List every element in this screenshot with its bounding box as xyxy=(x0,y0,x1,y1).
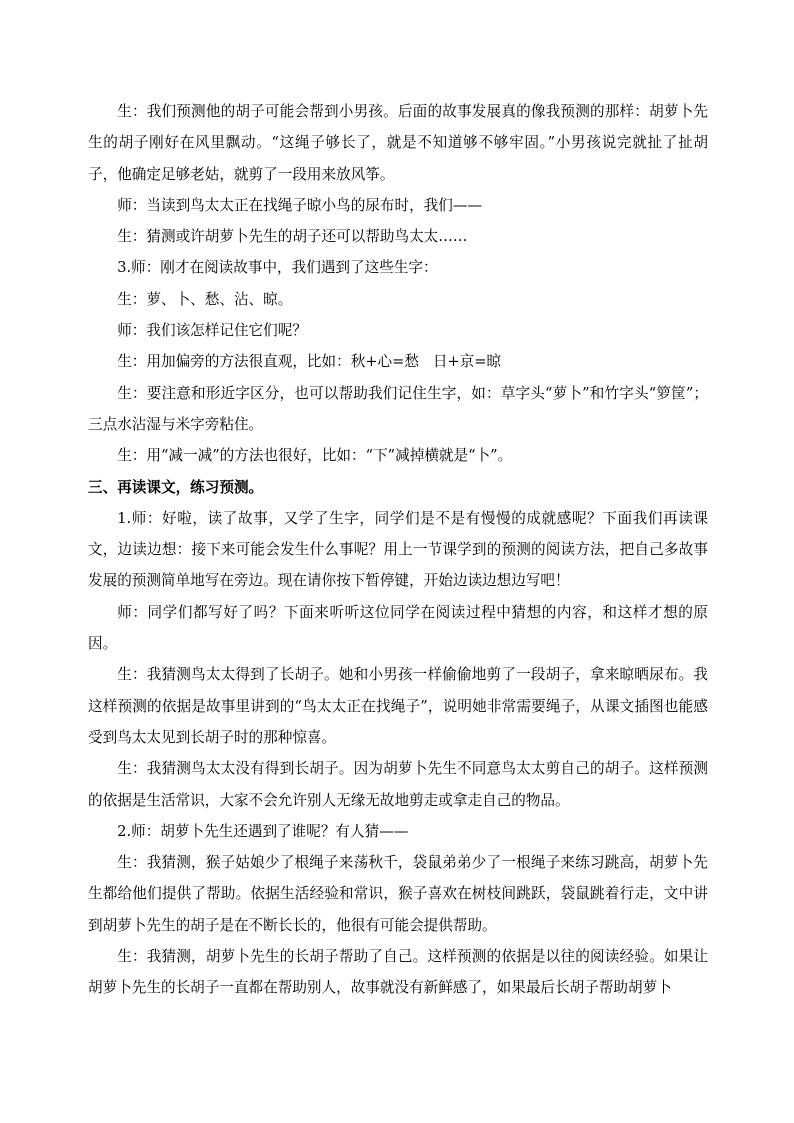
paragraph: 师：同学们都写好了吗？下面来听听这位同学在阅读过程中猜想的内容，和这样才想的原因。 xyxy=(88,603,708,653)
paragraph: 师：当读到鸟太太正在找绳子晾小鸟的尿布时，我们—— xyxy=(117,196,483,214)
paragraph: 师：我们该怎样记住它们呢？ xyxy=(117,322,307,340)
paragraph: 生：我们预测他的胡子可能会帮到小男孩。后面的故事发展真的像我预测的那样：胡萝卜先生的胡子刚好在风里飘动。“这绳子够长了，就是不知道够不够牢固。”小男孩说完就扯了扯胡子，他确定足够老姑，就剪了一段用来放风筝。 xyxy=(88,103,708,183)
paragraph: 生：我猜测，猴子姑娘少了根绳子来荡秋千，袋鼠弟弟少了一根绳子来练习跳高，胡萝卜先生都给他们提供了帮助。依据生活经验和常识，猴子喜欢在树枝间跳跃，袋鼠跳着行走，文中讲到胡萝卜先生的胡子是在不断长长的，他很有可能会提供帮助。 xyxy=(88,854,708,934)
paragraph: 生：用加偏旁的方法很直观，比如：秋+心=愁 日+京=晾 xyxy=(117,353,502,371)
paragraph: 生：我猜测，胡萝卜先生的长胡子帮助了自己。这样预测的依据是以往的阅读经验。如果让胡萝卜先生的长胡子一直都在帮助别人，故事就没有新鲜感了，如果最后长胡子帮助胡萝卜 xyxy=(88,948,708,997)
paragraph: 生：用“减一减”的方法也很好，比如：“下”减掉横就是“卜”。 xyxy=(117,447,513,465)
paragraph: 生：我猜测鸟太太没有得到长胡子。因为胡萝卜先生不同意鸟太太剪自己的胡子。这样预测的依据是生活常识，大家不会允许别人无缘无故地剪走或拿走自己的物品。 xyxy=(88,760,708,809)
paragraph: 生：我猜测鸟太太得到了长胡子。她和小男孩一样偷偷地剪了一段胡子，拿来晾晒尿布。我这样预测的依据是故事里讲到的“鸟太太正在找绳子”，说明她非常需要绳子，从课文插图也能感受到鸟太太见到长胡子时的那种惊喜。 xyxy=(88,666,708,746)
paragraph: 生：猜测或许胡萝卜先生的胡子还可以帮助鸟太太…… xyxy=(117,228,468,246)
paragraph: 生：要注意和形近字区分，也可以帮助我们记住生字，如：草字头“萝卜”和竹字头“箩筐”； 三点水沾湿与米字旁粘住。 xyxy=(88,384,718,433)
paragraph: 3.师：刚才在阅读故事中，我们遇到了这些生字： xyxy=(117,259,438,277)
document-page xyxy=(88,96,718,1004)
paragraph: 1.师：好啦，读了故事，又学了生字，同学们是不是有慢慢的成就感呢？下面我们再读课文，边读边想：接下来可能会发生什么事呢？用上一节课学到的预测的阅读方法，把自己多故事发展的预测简单地写在旁边。现在请你按下暂停键，开始边读边想边写吧！ xyxy=(88,509,708,590)
paragraph: 生：萝、卜、愁、沾、晾。 xyxy=(117,290,293,308)
section-heading: 三、再读课文，练习预测。 xyxy=(88,478,264,496)
paragraph: 2.师：胡萝卜先生还遇到了谁呢？有人猜—— xyxy=(117,822,409,840)
